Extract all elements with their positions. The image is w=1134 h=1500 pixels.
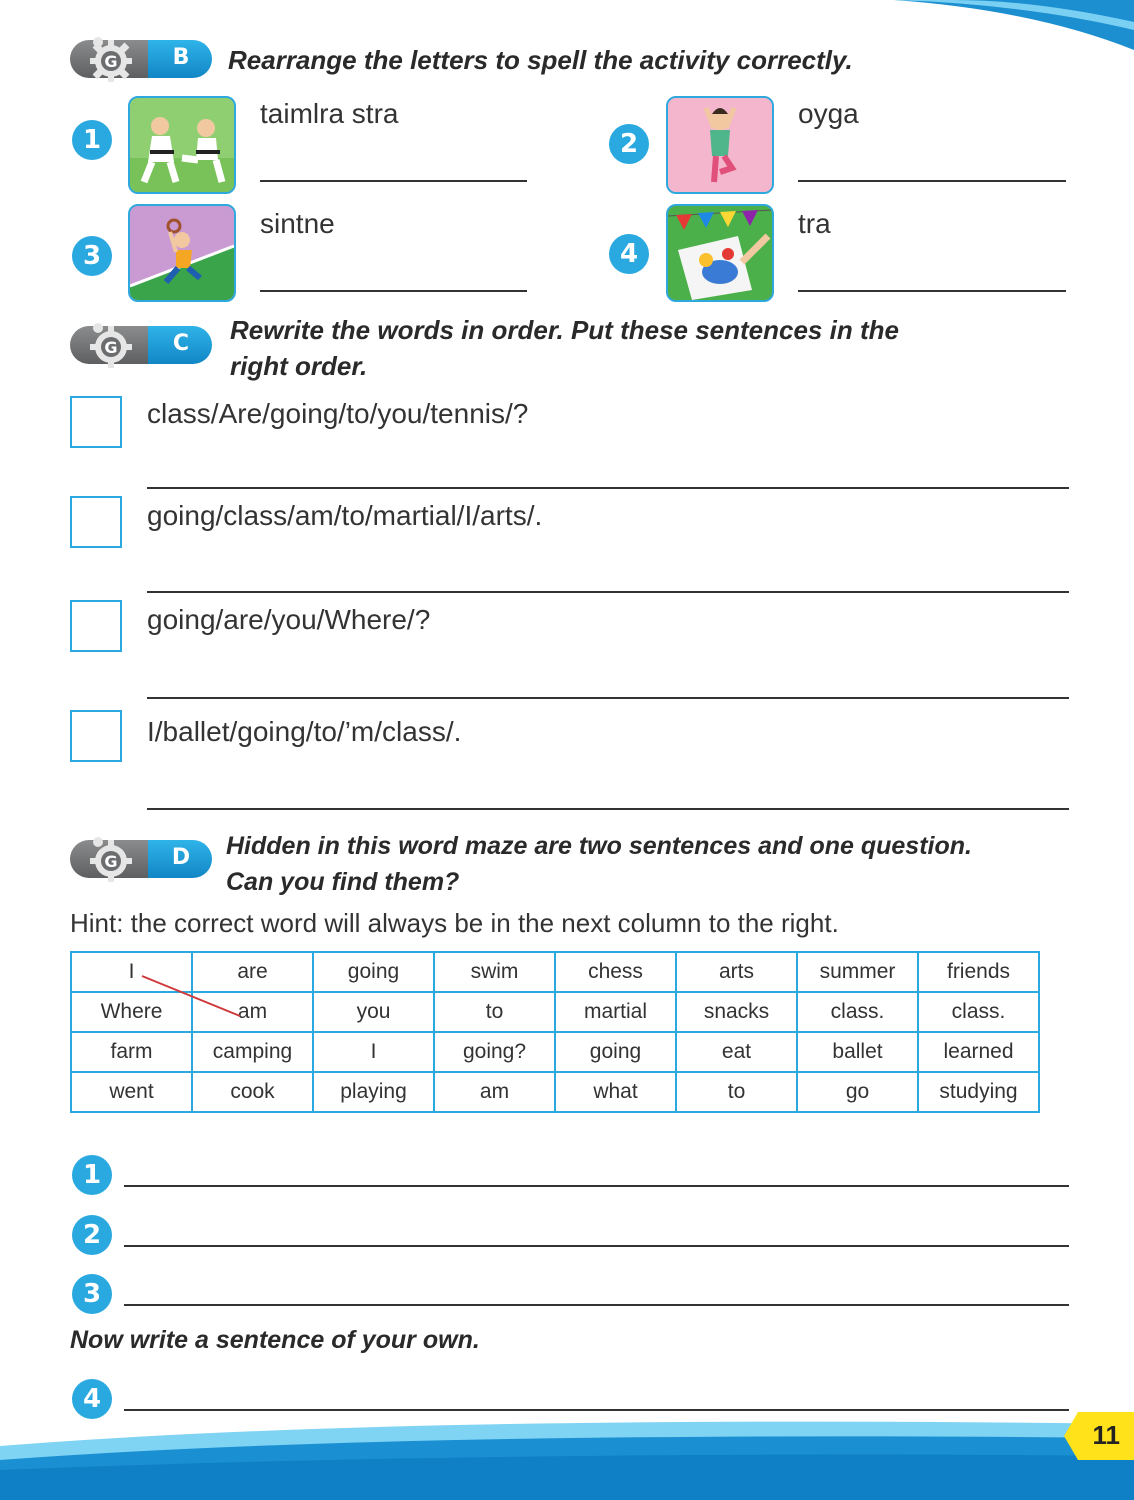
svg-text:G: G — [104, 338, 118, 357]
answer-line[interactable] — [124, 1304, 1069, 1306]
maze-cell[interactable]: camping — [192, 1032, 313, 1072]
maze-cell[interactable]: class. — [797, 992, 918, 1032]
jumbled-sentence: going/class/am/to/martial/I/arts/. — [147, 500, 543, 531]
maze-cell[interactable]: to — [434, 992, 555, 1032]
corner-swoosh-decoration — [834, 0, 1134, 80]
jumbled-sentence: going/are/you/Where/? — [147, 604, 431, 635]
table-row — [71, 1072, 1039, 1112]
maze-cell[interactable]: playing — [313, 1072, 434, 1112]
maze-cell[interactable]: you — [313, 992, 434, 1032]
scrambled-word: sintne — [260, 208, 335, 239]
scrambled-word: taimlra stra — [260, 98, 399, 129]
answer-line[interactable] — [147, 697, 1069, 699]
maze-cell[interactable]: ballet — [797, 1032, 918, 1072]
maze-cell[interactable]: going? — [434, 1032, 555, 1072]
maze-cell[interactable]: go — [797, 1072, 918, 1112]
section-d-badge — [70, 832, 212, 884]
own-sentence-prompt: Now write a sentence of your own. — [70, 1326, 480, 1354]
maze-cell[interactable]: farm — [71, 1032, 192, 1072]
answer-line[interactable] — [124, 1185, 1069, 1187]
maze-cell[interactable]: am — [192, 992, 313, 1032]
jumbled-sentence: I/ballet/going/to/’m/class/. — [147, 716, 462, 747]
example-link-line — [130, 968, 250, 1028]
maze-cell[interactable]: are — [192, 952, 313, 992]
maze-cell[interactable]: I — [71, 952, 192, 992]
table-row — [71, 1032, 1039, 1072]
section-c-instruction-line1: Rewrite the words in order. Put these sentences in the — [230, 315, 899, 345]
maze-cell[interactable]: to — [676, 1072, 797, 1112]
maze-hint: Hint: the correct word will always be in the next column to the right. — [70, 908, 839, 938]
answer-line[interactable] — [798, 180, 1066, 182]
answer-number-3: 3 — [72, 1274, 112, 1314]
gear-icon — [84, 318, 138, 372]
section-d-instruction-line1: Hidden in this word maze are two sentences and one question. — [226, 832, 972, 860]
maze-cell[interactable]: am — [434, 1072, 555, 1112]
bottom-wave-decoration — [0, 1410, 1134, 1500]
maze-cell[interactable]: going — [313, 952, 434, 992]
section-b-badge — [70, 32, 212, 84]
item-number-2: 2 — [609, 124, 649, 164]
answer-line[interactable] — [147, 591, 1069, 593]
answer-number-4: 4 — [72, 1379, 112, 1419]
maze-cell[interactable]: went — [71, 1072, 192, 1112]
maze-cell[interactable]: cook — [192, 1072, 313, 1112]
svg-text:G: G — [104, 52, 118, 71]
answer-line[interactable] — [147, 808, 1069, 810]
section-c-badge — [70, 318, 212, 370]
answer-line[interactable] — [124, 1245, 1069, 1247]
maze-cell[interactable]: learned — [918, 1032, 1039, 1072]
maze-cell[interactable]: class. — [918, 992, 1039, 1032]
maze-cell[interactable]: friends — [918, 952, 1039, 992]
scrambled-word: oyga — [798, 98, 859, 129]
maze-cell[interactable]: going — [555, 1032, 676, 1072]
maze-cell[interactable]: eat — [676, 1032, 797, 1072]
gear-icon — [84, 32, 138, 86]
maze-cell[interactable]: what — [555, 1072, 676, 1112]
maze-cell[interactable]: martial — [555, 992, 676, 1032]
answer-line[interactable] — [260, 290, 527, 292]
maze-cell[interactable]: Where — [71, 992, 192, 1032]
section-letter: D — [171, 845, 191, 870]
jumbled-sentence: class/Are/going/to/you/tennis/? — [147, 398, 529, 429]
gear-icon — [84, 832, 138, 886]
answer-line[interactable] — [147, 487, 1069, 489]
section-letter: C — [172, 331, 190, 356]
maze-cell[interactable]: chess — [555, 952, 676, 992]
tennis-picture — [128, 204, 236, 302]
section-letter: B — [172, 45, 190, 70]
maze-cell[interactable]: summer — [797, 952, 918, 992]
maze-cell[interactable]: snacks — [676, 992, 797, 1032]
item-number-3: 3 — [72, 236, 112, 276]
art-picture — [666, 204, 774, 302]
answer-line[interactable] — [798, 290, 1066, 292]
item-number-4: 4 — [609, 234, 649, 274]
maze-cell[interactable]: arts — [676, 952, 797, 992]
answer-line[interactable] — [260, 180, 527, 182]
scrambled-word: tra — [798, 208, 831, 239]
order-checkbox[interactable] — [70, 496, 122, 548]
svg-text:G: G — [104, 852, 118, 871]
answer-number-2: 2 — [72, 1215, 112, 1255]
section-b-instruction: Rearrange the letters to spell the activity correctly. — [228, 45, 853, 75]
maze-cell[interactable]: I — [313, 1032, 434, 1072]
maze-cell[interactable]: swim — [434, 952, 555, 992]
section-c-instruction-line2: right order. — [230, 351, 368, 381]
page-number: 11 — [1092, 1420, 1120, 1450]
answer-number-1: 1 — [72, 1155, 112, 1195]
section-d-instruction-line2: Can you find them? — [226, 868, 460, 896]
yoga-picture — [666, 96, 774, 194]
martial-arts-picture — [128, 96, 236, 194]
order-checkbox[interactable] — [70, 396, 122, 448]
item-number-1: 1 — [72, 120, 112, 160]
order-checkbox[interactable] — [70, 600, 122, 652]
order-checkbox[interactable] — [70, 710, 122, 762]
maze-cell[interactable]: studying — [918, 1072, 1039, 1112]
